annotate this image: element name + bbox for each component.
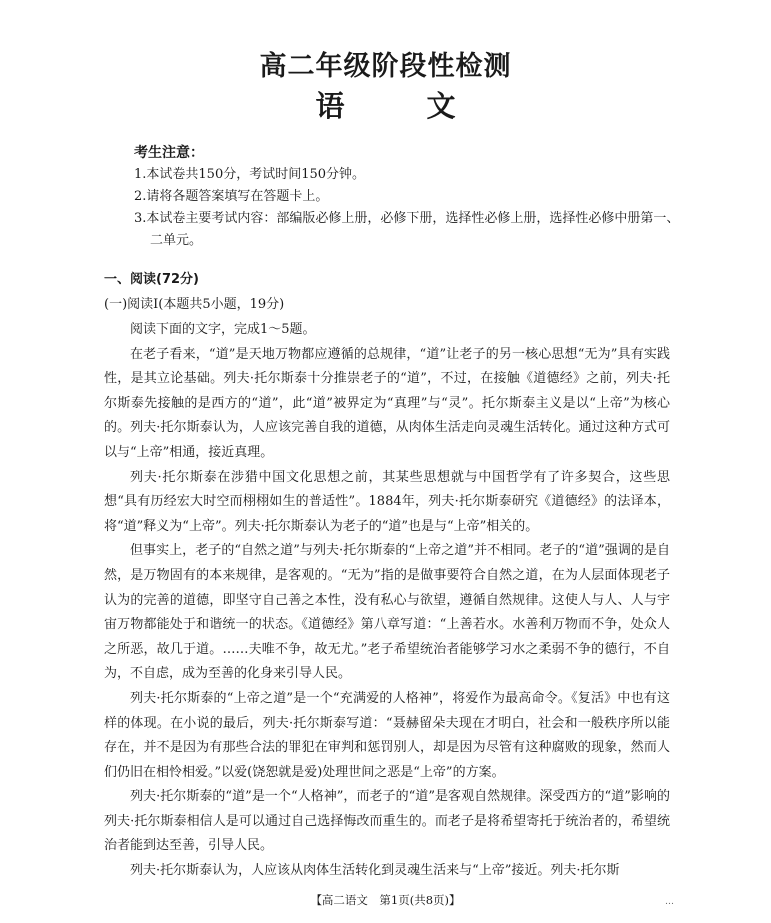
subject-title xyxy=(0,84,771,125)
notice-item: 1.本试卷共150分，考试时间150分钟。 xyxy=(134,167,366,182)
reading-passage xyxy=(104,318,670,884)
exam-title: 高二年级阶段性检测 xyxy=(259,51,512,82)
notice-item: 2.请将各题答案填写在答题卡上。 xyxy=(134,189,329,204)
passage-paragraph: 列夫·托尔斯泰认为，人应该从肉体生活转化到灵魂生活来与“上帝”接近。列夫·托尔斯 xyxy=(130,863,620,879)
passage-instruction: 阅读下面的文字，完成1～5题。 xyxy=(130,322,316,337)
passage-paragraph: 列夫·托尔斯泰的“上帝之道”是一个“充满爱的人格神”，将爱作为最高命令。《复活》中也有这样的体现。在小说的最后，列夫·托尔斯泰写道：“聂赫留朵夫现在才明白，社会和一般秩序所以能存在，并不是因为有那些合法的罪犯在审判和惩罚别人，却是因为尽管有这种腐败的现象，然而人们仍旧在相怜相爱。”以爱(饶恕就是爱)处理世间之恶是“上帝”的方案。 xyxy=(104,690,670,780)
subject-char-left: 语 xyxy=(315,89,345,123)
notice-item: 3.本试卷主要考试内容：部编版必修上册，必修下册，选择性必修上册，选择性必修中册第一、二单元。 xyxy=(134,211,680,248)
exam-notice xyxy=(120,142,680,252)
subject-char-right: 文 xyxy=(426,89,456,123)
passage-paragraph: 在老子看来，“道”是天地万物都应遵循的总规律，“道”让老子的另一核心思想“无为”具有实践性，是其立论基础。列夫·托尔斯泰十分推崇老子的“道”，不过，在接触《道德经》之前，列夫·托尔斯泰先接触的是西方的“道”，此“道”被界定为“真理”与“灵”。托尔斯泰主义是以“上帝”为核心的。列夫·托尔斯泰认为，人应该完善自我的道德，从肉体生活走向灵魂生活转化。通过这种方式可以与“上帝”相通，接近真理。 xyxy=(104,346,670,460)
page-footer: 【高二语文 第1页(共8页)】 xyxy=(310,893,461,907)
subsection-heading: (一)阅读Ⅰ(本题共5小题，19分) xyxy=(104,297,285,312)
footer-mark: … xyxy=(665,897,674,907)
notice-heading: 考生注意： xyxy=(134,145,204,161)
section-heading: 一、阅读(72分) xyxy=(104,272,199,287)
passage-paragraph: 但事实上，老子的“自然之道”与列夫·托尔斯泰的“上帝之道”并不相同。老子的“道”强调的是自然，是万物固有的本来规律，是客观的。“无为”指的是做事要符合自然之道，在为人层面体现老子认为的完善的道德，即坚守自己善之本性，没有私心与欲望，遵循自然规律。这使人与人、人与宇宙万物都能处于和谐统一的状态。《道德经》第八章写道：“上善若水。水善利万物而不争，处众人之所恶，故几于道。……夫唯不争，故无尤。”老子希望统治者能够学习水之柔弱不争的德行，不自为，不自虑，成为至善的化身来引导人民。 xyxy=(104,543,670,682)
passage-paragraph: 列夫·托尔斯泰的“道”是一个“人格神”，而老子的“道”是客观自然规律。深受西方的“道”影响的列夫·托尔斯泰相信人是可以通过自己选择悔改而重生的。而老子是将希望寄托于统治者的，希望统治者能到达至善，引导人民。 xyxy=(104,789,670,854)
passage-paragraph: 列夫·托尔斯泰在涉猎中国文化思想之前，其某些思想就与中国哲学有了许多契合，这些思想“具有历经宏大时空而栩栩如生的普适性”。1884年，列夫·托尔斯泰研究《道德经》的法译本，将“道”释义为“上帝”。列夫·托尔斯泰认为老子的“道”也是与“上帝”相关的。 xyxy=(104,469,670,534)
